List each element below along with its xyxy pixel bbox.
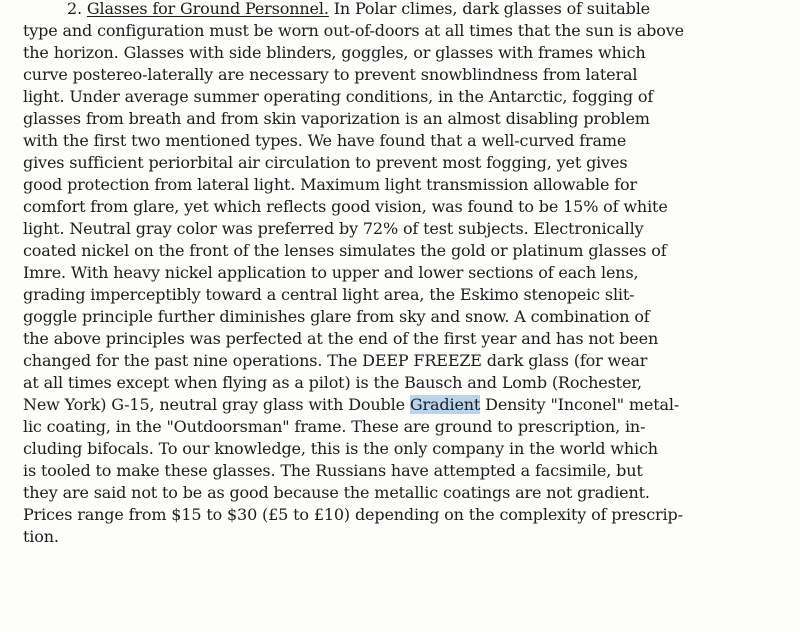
text-line-14: grading imperceptibly toward a central light area, the Eskimo stenopeic slit- — [23, 285, 635, 304]
heading-title: Glasses for Ground Personnel. — [86, 0, 329, 18]
text-line-15: goggle principle further diminishes glare from sky and snow. A combination of — [23, 307, 650, 326]
text-line-25: tion. — [23, 527, 59, 546]
text-line-21: cluding bifocals. To our knowledge, this is the only company in the world which — [23, 439, 658, 458]
line-1-rest: In Polar climes, dark glasses of suitable — [333, 0, 650, 18]
text-line-5: light. Under average summer operating conditions, in the Antarctic, fogging of — [23, 87, 654, 106]
text-line-23: they are said not to be as good because the metallic coatings are not gradient. — [23, 483, 650, 502]
text-line-3: the horizon. Glasses with side blinders, goggles, or glasses with frames which — [23, 43, 646, 62]
line-19-before: New York) G-15, neutral gray glass with Double — [23, 395, 410, 414]
highlighted-word-gradient[interactable]: Gradient — [409, 395, 481, 414]
text-line-19 — [23, 394, 679, 416]
text-line-1 — [67, 0, 782, 20]
text-line-8: gives sufficient periorbital air circulation to prevent most fogging, yet gives — [23, 153, 628, 172]
line-19-after: Density "Inconel" metal- — [480, 395, 680, 414]
text-line-13: Imre. With heavy nickel application to upper and lower sections of each lens, — [23, 263, 639, 282]
text-line-6: glasses from breath and from skin vaporization is an almost disabling problem — [23, 109, 650, 128]
text-line-18: at all times except when flying as a pilot) is the Bausch and Lomb (Rochester, — [23, 373, 642, 392]
text-line-9: good protection from lateral light. Maximum light transmission allowable for — [23, 175, 638, 194]
text-line-22: is tooled to make these glasses. The Russians have attempted a facsimile, but — [23, 461, 643, 480]
text-line-17: changed for the past nine operations. The DEEP FREEZE dark glass (for wear — [23, 351, 648, 370]
heading-number: 2. — [67, 0, 82, 18]
text-line-7: with the first two mentioned types. We have found that a well-curved frame — [23, 131, 627, 150]
text-line-16: the above principles was perfected at the end of the first year and has not been — [23, 329, 659, 348]
text-line-12: coated nickel on the front of the lenses simulates the gold or platinum glasses of — [23, 241, 667, 260]
text-line-11: light. Neutral gray color was preferred by 72% of test subjects. Electronically — [23, 219, 644, 238]
text-line-4: curve postereo-laterally are necessary to prevent snowblindness from lateral — [23, 65, 638, 84]
text-line-2: type and configuration must be worn out-of-doors at all times that the sun is above — [23, 21, 684, 40]
text-line-20: lic coating, in the "Outdoorsman" frame. These are ground to prescription, in- — [23, 417, 646, 436]
text-line-24: Prices range from $15 to $30 (£5 to £10) depending on the complexity of prescrip- — [23, 505, 683, 524]
text-line-10: comfort from glare, yet which reflects good vision, was found to be 15% of white — [23, 197, 668, 216]
